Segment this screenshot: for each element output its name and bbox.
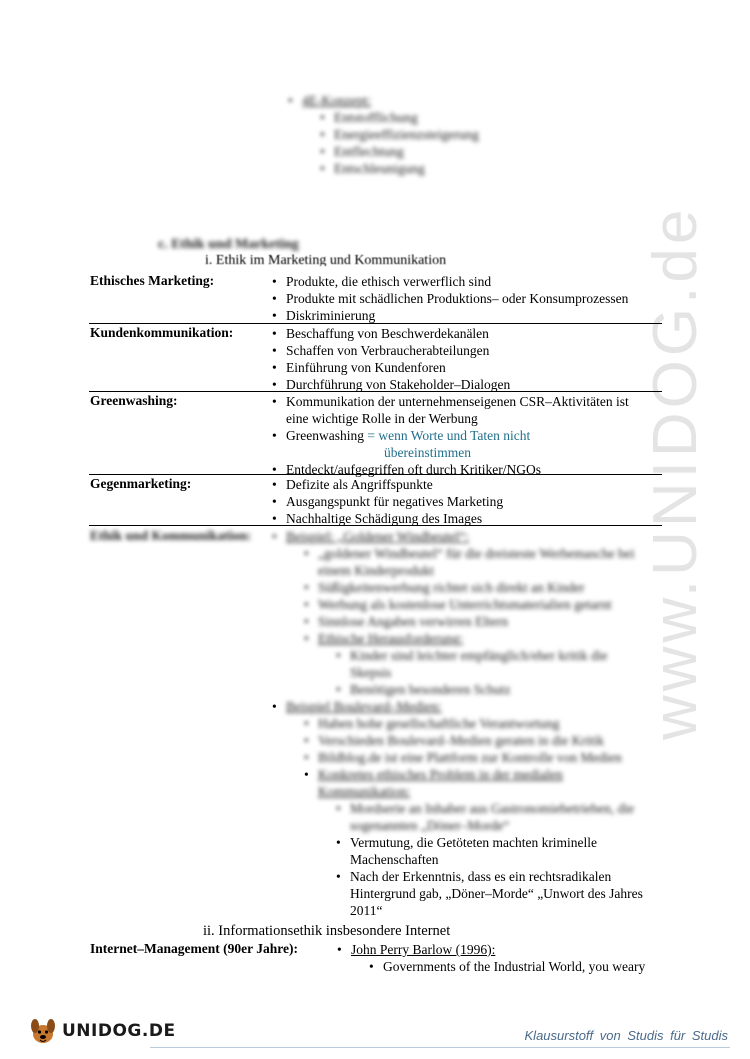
list-item: • Diskriminierung — [272, 307, 664, 324]
row-divider — [89, 525, 662, 526]
list-item: • Entdeckt/aufgegriffen oft durch Kritiker/NGOs — [272, 461, 652, 478]
row-divider — [89, 391, 662, 392]
row-label-greenwashing: Greenwashing: — [90, 393, 178, 408]
example-heading: Beispiel: „Goldener Windbeutel“: — [286, 529, 469, 544]
barlow-heading: John Perry Barlow (1996): — [351, 942, 496, 957]
logo-text: UNIDOG.DE — [62, 1021, 176, 1041]
row-body-ethisches-marketing — [272, 273, 664, 324]
list-item: • Beschaffung von Beschwerdekanälen — [272, 325, 664, 342]
list-item: • Süßigkeitenwerbung richtet sich direkt an Kinder — [304, 579, 652, 596]
example-heading: Beispiel Boulevard–Medien: — [286, 699, 442, 714]
row-divider — [89, 323, 662, 324]
list-item: • Nach der Erkenntnis, dass es ein rechtsradikalen Hintergrund gab, „Döner–Morde“ „Unwort des Jahres 2011“ — [336, 868, 652, 919]
list-item: • Kommunikation der unternehmenseigenen CSR–Aktivitäten ist eine wichtige Rolle in der Werbung — [272, 393, 652, 427]
list-item: • Produkte mit schädlichen Produktions– oder Konsumprozessen — [272, 290, 664, 307]
list-item: • Ausgangspunkt für negatives Marketing — [272, 493, 664, 510]
section-c-sub-heading: i. Ethik im Marketing und Kommunikation — [205, 254, 447, 266]
greenwashing-definition: = wenn Worte und Taten nicht — [363, 428, 531, 443]
list-item: • Durchführung von Stakeholder–Dialogen — [272, 376, 664, 393]
unidog-logo — [26, 1014, 176, 1048]
list-item: • Bildblog.de ist eine Plattform zur Kontrolle von Medien — [304, 749, 652, 766]
greenwashing-term: Greenwashing — [286, 428, 364, 443]
row-label-internet-management: Internet–Management (90er Jahre): — [90, 941, 298, 956]
greenwashing-definition-cont: übereinstimmen — [384, 445, 471, 460]
list-item: • Schaffen von Verbraucherabteilungen — [272, 342, 664, 359]
row-body-internet-management — [337, 941, 657, 975]
list-item: • Haben hohe gesellschaftliche Verantwortung — [304, 715, 652, 732]
row-label-ethik-kommunikation: Ethik und Kommunikation: — [90, 528, 252, 543]
row-label-kundenkommunikation: Kundenkommunikation: — [90, 325, 234, 340]
row-body-ethik-kommunikation — [272, 528, 652, 919]
row-label-gegenmarketing: Gegenmarketing: — [90, 476, 192, 491]
list-item: • Benötigen besonderen Schutz — [336, 681, 652, 698]
ethics-heading: Ethische Herausforderung: — [318, 631, 464, 646]
list-item: • Werbung als kostenlose Unterrichtsmaterialien getarnt — [304, 596, 652, 613]
list-item: • Verschieden Boulevard–Medien geraten in die Kritik — [304, 732, 652, 749]
list-item: • „goldener Windbeutel“ für die dreisteste Werbemasche bei einem Kinderprodukt — [304, 545, 652, 579]
list-item: • Kinder sind leichter empfänglich/eher kritik die Skepsis — [336, 647, 652, 681]
list-item: • Vermutung, die Getöteten machten kriminelle Machenschaften — [336, 834, 652, 868]
row-label-ethisches-marketing: Ethisches Marketing: — [90, 273, 215, 288]
footer-tagline: Klausurstoff von Studis für Studis — [524, 1028, 728, 1043]
list-item: • Energieeffizienzsteigerung — [320, 126, 548, 143]
list-item: • Entflechtung — [320, 143, 548, 160]
list-item: • Einführung von Kundenforen — [272, 359, 664, 376]
list-item: • Produkte, die ethisch verwerflich sind — [272, 273, 664, 290]
section-c-heading: c. Ethik und Marketing — [158, 237, 299, 252]
list-item: • Governments of the Industrial World, you weary — [369, 958, 657, 975]
row-body-kundenkommunikation — [272, 325, 664, 393]
blurred-concept-list — [288, 92, 548, 177]
list-item: • Entschleunigung — [320, 160, 548, 177]
list-item: • Defizite als Angriffspunkte — [272, 476, 664, 493]
row-divider — [89, 474, 662, 475]
dog-icon — [26, 1014, 60, 1048]
concept-heading: 4E-Konzept: — [302, 93, 371, 108]
problem-heading: Konkretes ethisches Problem in der medialen Kommunikation: — [318, 767, 563, 799]
row-body-greenwashing — [272, 393, 652, 478]
footer-divider — [150, 1047, 730, 1048]
watermark-text: www.UNIDOG.de — [641, 205, 710, 740]
list-item: • Mordserie an Inhaber aus Gastronomiebetrieben, die sogenannten „Döner–Morde“ — [336, 800, 652, 834]
list-item: • Nachhaltige Schädigung des Images — [272, 510, 664, 527]
list-item: • Sinnlose Angaben verwirren Eltern — [304, 613, 652, 630]
list-item-greenwashing-definition — [272, 427, 652, 461]
list-item: • Entstofflichung — [320, 109, 548, 126]
row-body-gegenmarketing — [272, 476, 664, 527]
section-ii-heading: ii. Informationsethik insbesondere Internet — [203, 923, 451, 939]
